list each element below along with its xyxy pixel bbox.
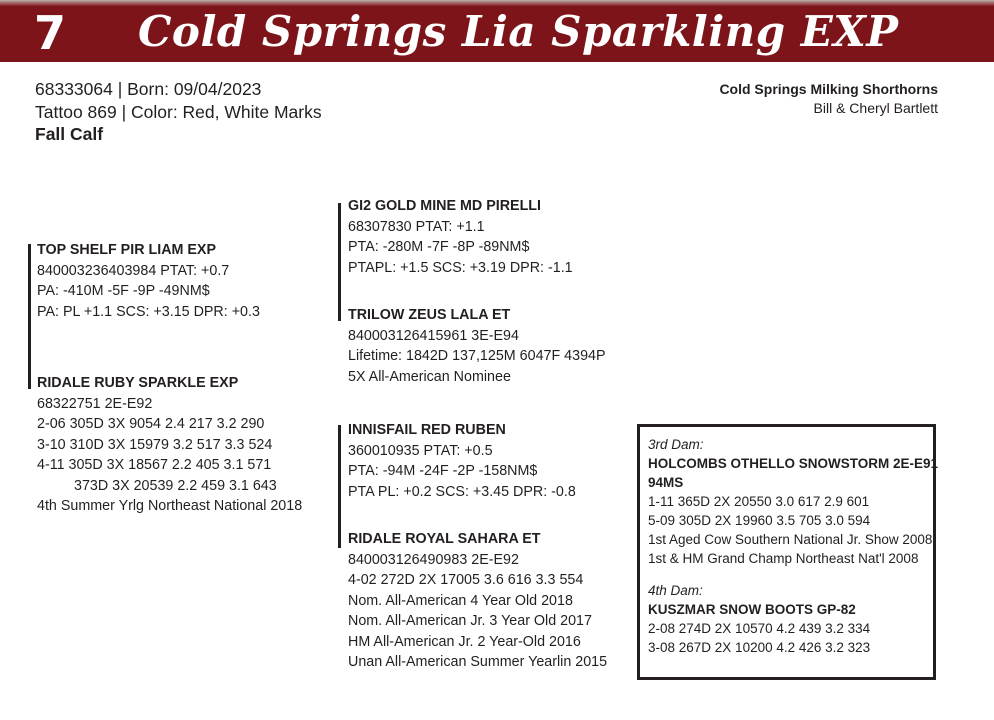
pedigree-sire xyxy=(37,240,260,322)
sire-sire-line: 68307830 PTAT: +1.1 xyxy=(348,218,485,235)
consignor-info xyxy=(719,80,938,118)
dam-parents-bracket xyxy=(338,425,341,548)
sire-name: TOP SHELF PIR LIAM EXP xyxy=(37,242,217,258)
sire-line: PA: PL +1.1 SCS: +3.15 DPR: +0.3 xyxy=(37,303,260,320)
dam-name: RIDALE RUBY SPARKLE EXP xyxy=(37,375,239,391)
animal-name: Cold Springs Lia Sparkling EXP xyxy=(138,7,899,56)
dam-dam-line: 840003126490983 2E-E92 xyxy=(348,551,519,568)
sire-parents-bracket xyxy=(338,203,341,321)
show-class: Fall Calf xyxy=(35,124,104,144)
dam-sire-line: 360010935 PTAT: +0.5 xyxy=(348,442,493,459)
sire-sire-line: PTAPL: +1.5 SCS: +3.19 DPR: -1.1 xyxy=(348,259,573,276)
extended-dams-box xyxy=(637,424,939,680)
dam-dam-line: 4-02 272D 2X 17005 3.6 616 3.3 554 xyxy=(348,572,584,588)
pedigree-dam xyxy=(37,373,302,517)
dam-dam-name: RIDALE ROYAL SAHARA ET xyxy=(348,531,541,547)
pedigree-sire-dam xyxy=(348,305,606,387)
sire-dam-line: Lifetime: 1842D 137,125M 6047F 4394P xyxy=(348,348,606,364)
third-dam-line: 1st & HM Grand Champ Northeast Nat'l 2008 xyxy=(648,551,919,566)
consignor-owners: Bill & Cheryl Bartlett xyxy=(813,100,938,116)
dam-line: 4-11 305D 3X 18567 2.2 405 3.1 571 xyxy=(37,457,272,473)
lot-number: 7 xyxy=(34,6,67,60)
animal-info xyxy=(35,78,322,146)
fourth-dam-line: 3-08 267D 2X 10200 4.2 426 3.2 323 xyxy=(648,640,871,655)
consignor-farm: Cold Springs Milking Shorthorns xyxy=(719,81,938,97)
third-dam-line: 1-11 365D 2X 20550 3.0 617 2.9 601 xyxy=(648,494,870,509)
third-dam-line: 1st Aged Cow Southern National Jr. Show 2008 xyxy=(648,532,933,547)
dam-dam-line: Nom. All-American 4 Year Old 2018 xyxy=(348,592,573,609)
dam-sire-name: INNISFAIL RED RUBEN xyxy=(348,422,506,438)
pedigree-sire-sire xyxy=(348,196,573,278)
dam-line: 373D 3X 20539 2.2 459 3.1 643 xyxy=(74,477,277,494)
dam-sire-line: PTA PL: +0.2 SCS: +3.45 DPR: -0.8 xyxy=(348,483,576,500)
dam-sire-line: PTA: -94M -24F -2P -158NM$ xyxy=(348,463,538,479)
dam-dam-line: Unan All-American Summer Yearlin 2015 xyxy=(348,654,608,670)
sire-line: 840003236403984 PTAT: +0.7 xyxy=(37,262,230,279)
header-banner xyxy=(0,0,994,62)
dam-line: 2-06 305D 3X 9054 2.4 217 3.2 290 xyxy=(37,416,265,432)
sire-dam-bracket xyxy=(28,244,31,389)
third-dam-name-continued: 94MS xyxy=(648,475,684,490)
spacer xyxy=(648,568,933,581)
sire-dam-line: 5X All-American Nominee xyxy=(348,368,511,385)
sire-sire-name: GI2 GOLD MINE MD PIRELLI xyxy=(348,198,542,214)
dam-line: 68322751 2E-E92 xyxy=(37,395,153,412)
sire-sire-line: PTA: -280M -7F -8P -89NM$ xyxy=(348,239,530,255)
third-dam-label: 3rd Dam: xyxy=(648,437,704,452)
pedigree-dam-dam xyxy=(348,529,607,673)
registration-born: 68333064 | Born: 09/04/2023 xyxy=(35,79,262,99)
pedigree-dam-sire xyxy=(348,420,576,502)
sire-dam-name: TRILOW ZEUS LALA ET xyxy=(348,307,511,323)
sire-dam-line: 840003126415961 3E-E94 xyxy=(348,327,519,344)
dam-award: 4th Summer Yrlg Northeast National 2018 xyxy=(37,498,303,514)
tattoo-color: Tattoo 869 | Color: Red, White Marks xyxy=(35,101,322,122)
dam-dam-line: Nom. All-American Jr. 3 Year Old 2017 xyxy=(348,613,592,629)
dam-dam-line: HM All-American Jr. 2 Year-Old 2016 xyxy=(348,633,581,650)
sire-line: PA: -410M -5F -9P -49NM$ xyxy=(37,283,210,299)
third-dam-name: HOLCOMBS OTHELLO SNOWSTORM 2E-E91 xyxy=(648,456,939,471)
fourth-dam-line: 2-08 274D 2X 10570 4.2 439 3.2 334 xyxy=(648,621,871,636)
third-dam-line: 5-09 305D 2X 19960 3.5 705 3.0 594 xyxy=(648,513,871,528)
fourth-dam-label: 4th Dam: xyxy=(648,583,703,598)
dam-line: 3-10 310D 3X 15979 3.2 517 3.3 524 xyxy=(37,436,273,453)
fourth-dam-name: KUSZMAR SNOW BOOTS GP-82 xyxy=(648,602,856,617)
